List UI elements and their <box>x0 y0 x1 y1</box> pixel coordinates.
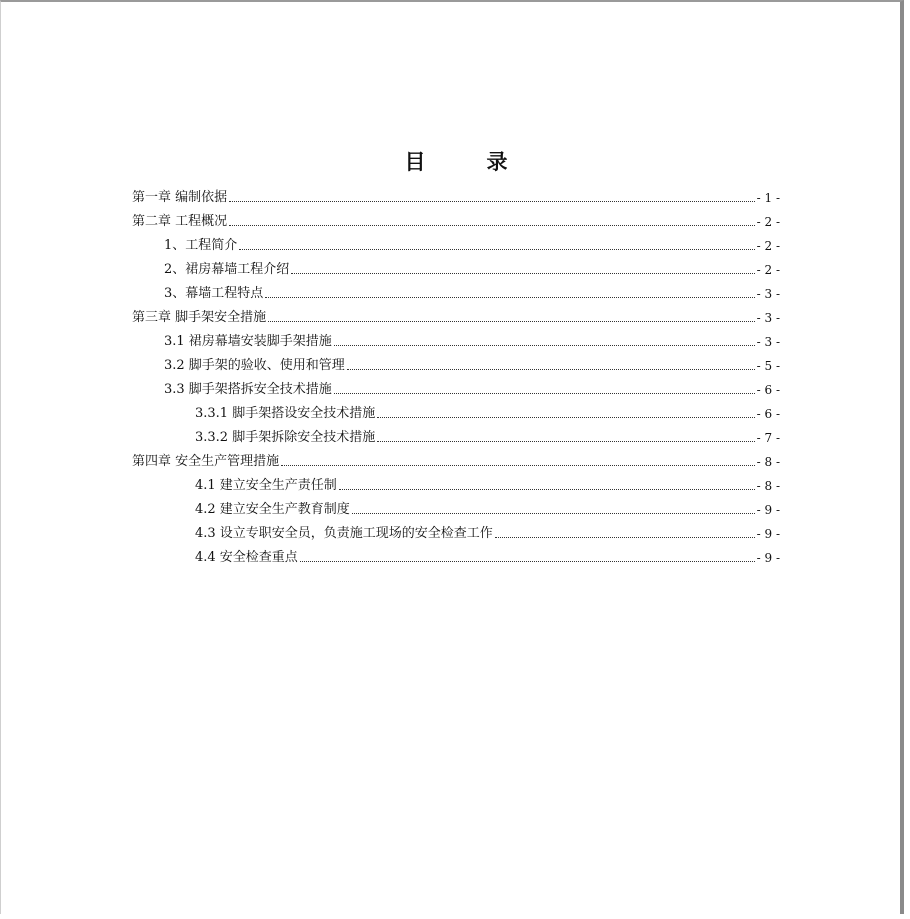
toc-entry-text: 第三章 脚手架安全措施 <box>132 310 267 325</box>
toc-leader-dots <box>334 345 755 346</box>
toc-entry-page: - 3 - <box>756 287 780 301</box>
toc-entry[interactable] <box>164 258 780 278</box>
toc-leader-dots <box>347 369 755 370</box>
toc-entry-page: - 6 - <box>756 383 780 397</box>
toc-leader-dots <box>339 489 755 490</box>
toc-entry-page: - 3 - <box>756 335 780 349</box>
toc-entry-text: 3.3.2 脚手架拆除安全技术措施 <box>195 430 376 445</box>
toc-entry-text: 4.2 建立安全生产教育制度 <box>195 502 350 517</box>
toc-entry[interactable] <box>132 210 780 230</box>
toc-entry-text: 4.3 设立专职安全员，负责施工现场的安全检查工作 <box>195 526 493 541</box>
toc-entry-page: - 2 - <box>756 215 780 229</box>
toc-entry[interactable] <box>132 186 780 206</box>
toc-entry-page: - 3 - <box>756 311 780 325</box>
toc-leader-dots <box>265 297 754 298</box>
toc-leader-dots <box>239 249 754 250</box>
toc-leader-dots <box>495 537 755 538</box>
toc-entry-text: 第四章 安全生产管理措施 <box>132 454 280 469</box>
toc-entry-page: - 5 - <box>756 359 780 373</box>
toc-entry-page: - 8 - <box>756 479 780 493</box>
toc-entry-page: - 7 - <box>756 431 780 445</box>
toc-entry-text: 3.3 脚手架搭拆安全技术措施 <box>164 382 332 397</box>
toc-leader-dots <box>334 393 755 394</box>
toc-leader-dots <box>300 561 755 562</box>
toc-entry[interactable] <box>195 474 780 494</box>
toc-entry-page: - 2 - <box>756 263 780 277</box>
toc-entry-text: 3.2 脚手架的验收、使用和管理 <box>164 358 345 373</box>
toc-entry-text: 第一章 编制依据 <box>132 190 228 205</box>
toc-entry[interactable] <box>195 498 780 518</box>
toc-entry-text: 3.3.1 脚手架搭设安全技术措施 <box>195 406 376 421</box>
toc-entry[interactable] <box>164 234 780 254</box>
toc-entry-page: - 9 - <box>756 551 780 565</box>
toc-leader-dots <box>229 201 754 202</box>
toc-leader-dots <box>352 513 755 514</box>
toc-entry-text: 4.4 安全检查重点 <box>195 550 298 565</box>
toc-entry[interactable] <box>132 306 780 326</box>
toc-entry-text: 第二章 工程概况 <box>132 214 228 229</box>
toc-leader-dots <box>291 273 754 274</box>
toc-entry-page: - 2 - <box>756 239 780 253</box>
toc-entry-text: 4.1 建立安全生产责任制 <box>195 478 337 493</box>
toc-leader-dots <box>268 321 754 322</box>
toc-entry[interactable] <box>195 402 780 422</box>
toc-entry[interactable] <box>164 354 780 374</box>
toc-entry-text: 1、工程简介 <box>164 238 238 253</box>
toc-entry-page: - 1 - <box>756 191 780 205</box>
toc-entry[interactable] <box>164 282 780 302</box>
toc-entry[interactable] <box>132 450 780 470</box>
toc-entry-text: 2、裙房幕墙工程介绍 <box>164 262 290 277</box>
toc-entry[interactable] <box>195 546 780 566</box>
toc-leader-dots <box>229 225 754 226</box>
toc-entry-text: 3、幕墙工程特点 <box>164 286 264 301</box>
toc-entry-page: - 9 - <box>756 503 780 517</box>
toc-entry[interactable] <box>164 378 780 398</box>
toc-entry-page: - 9 - <box>756 527 780 541</box>
toc-entry[interactable] <box>195 426 780 446</box>
toc-entry-page: - 6 - <box>756 407 780 421</box>
toc-entry[interactable] <box>195 522 780 542</box>
toc-leader-dots <box>377 441 754 442</box>
toc-entry[interactable] <box>164 330 780 350</box>
toc-title: 目 录 <box>404 149 528 174</box>
toc-entry-page: - 8 - <box>756 455 780 469</box>
toc-leader-dots <box>281 465 754 466</box>
toc-entry-text: 3.1 裙房幕墙安装脚手架措施 <box>164 334 332 349</box>
toc-leader-dots <box>377 417 754 418</box>
